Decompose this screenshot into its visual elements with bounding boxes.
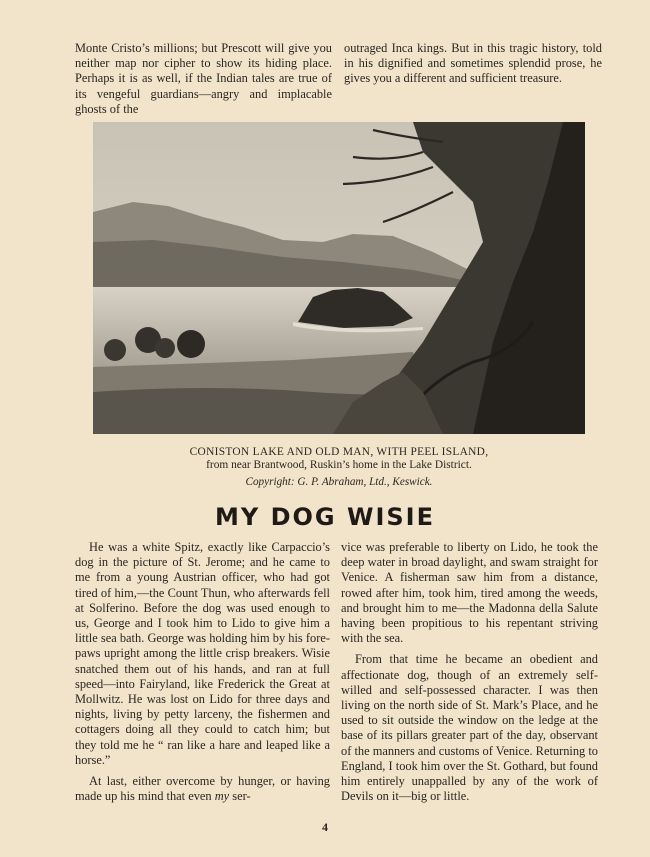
- top-left-paragraph: Monte Cristo’s millions; but Prescott will give you neither map nor cipher to show its hiding place. Perhaps it is as well, if the Indian tales are true of its vengeful guardians—angry and implacable ghosts of the: [75, 41, 332, 116]
- article-right-column: [341, 540, 598, 810]
- article-paragraph-2: [75, 774, 330, 804]
- landscape-photo-image: [93, 122, 585, 434]
- photo-caption-title: CONISTON LAKE AND OLD MAN, WITH PEEL ISLAND,: [189, 446, 489, 458]
- article-heading: MY DOG WISIE: [214, 503, 435, 531]
- article-paragraph-3: vice was preferable to liberty on Lido, he took the deep water in broad daylight, and swam straight for Venice. A fisherman saw him from a distance, rowed after him, took him, tired among the weeds, and brought him to me—the Madonna della Salute having been propitious to his repentant striving with the sea.: [341, 540, 598, 646]
- article-paragraph-1: He was a white Spitz, exactly like Carpaccio’s dog in the picture of St. Jerome; and he came to me from a young Austrian officer, who had got tired of him,—the Count Thun, who afterwards fell at Solferino. Before the dog was used enough to us, George and I took him to Lido to give him a little sea bath. George was holding him by his fore-paws upright among the little crisp breakers. Wisie snatched them out of his hands, and ran at full speed—into Fairyland, like Frederick the Great at Mollwitz. He was lost on Lido for three days and nights, living by petty larceny, the fishermen and cottagers doing all they could to catch him; but they told me he “ ran like a hare and leaped like a horse.”: [75, 540, 330, 767]
- photo-caption-subtitle: from near Brantwood, Ruskin’s home in the Lake District.: [206, 459, 472, 471]
- article-left-column: [75, 540, 330, 810]
- paragraph-2-italic: my: [214, 789, 230, 804]
- coniston-lake-photo: [93, 122, 585, 434]
- paragraph-2-end: ser-: [229, 789, 251, 804]
- top-right-column: [344, 41, 602, 87]
- top-left-column: [75, 41, 332, 117]
- paragraph-2-start: At last, either overcome by hunger, or having made up his mind that even: [75, 774, 330, 804]
- page-number: 4: [322, 820, 328, 834]
- top-right-paragraph: outraged Inca kings. But in this tragic history, told in his dignified and sometimes splendid prose, he gives you a different and sufficient treasure.: [344, 41, 602, 86]
- article-paragraph-4: From that time he became an obedient and affectionate dog, though of an extremely self-willed and self-possessed character. I was then living on the north side of St. Mark’s Place, and he used to sit outside the window on the ledge at the base of its pillars greater part of the day, observant of the manners and customs of Venice. Returning to England, I took him over the St. Gothard, but found him entirely unappalled by any of the work of Devils on it—big or little.: [341, 652, 598, 804]
- photo-credit: Copyright: G. P. Abraham, Ltd., Keswick.: [245, 476, 433, 488]
